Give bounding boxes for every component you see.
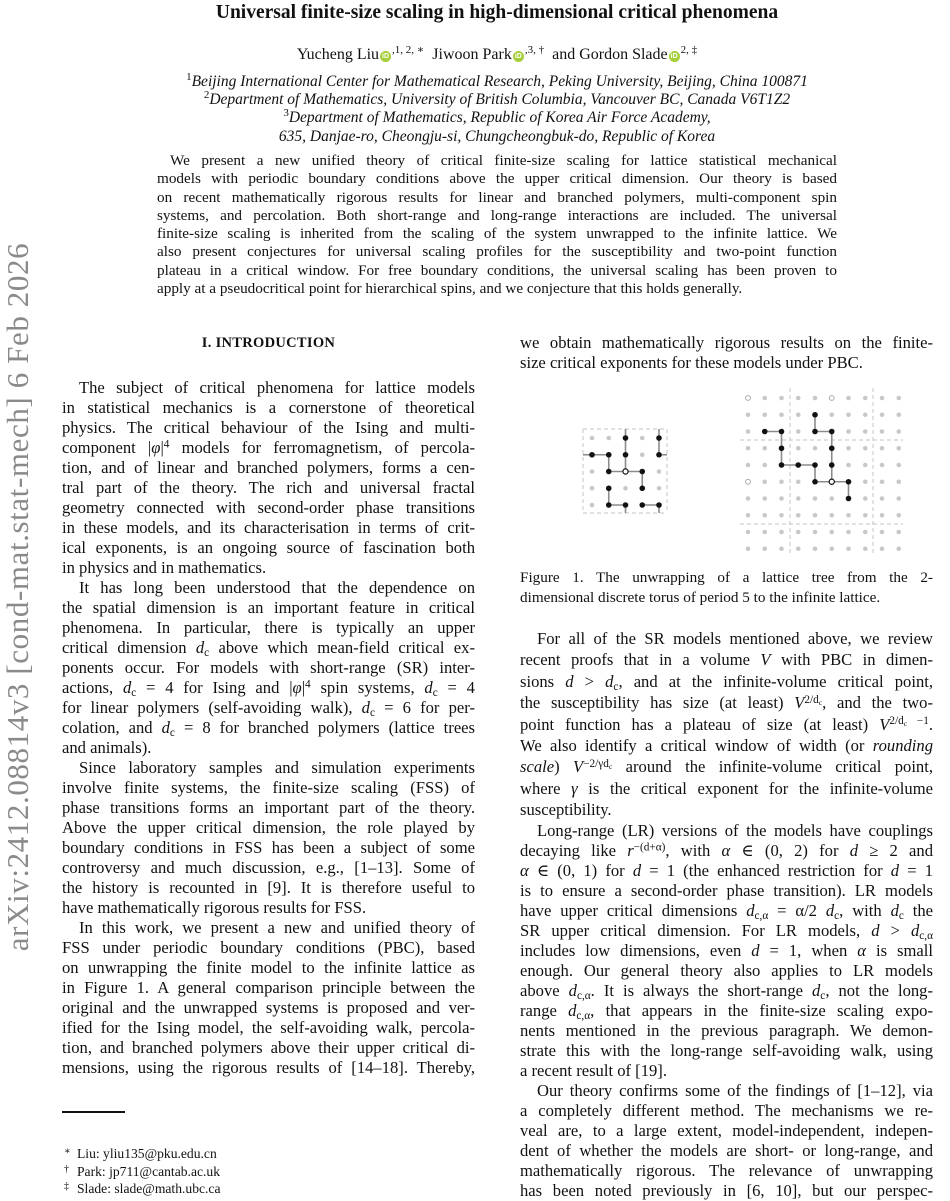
text-line: boundary conditions in FSS has been a subject of some (62, 838, 475, 857)
author-name: Gordon Slade (579, 46, 668, 63)
lattice-site (762, 412, 767, 417)
lattice-site (863, 446, 868, 451)
footnote-mark: ‡ (64, 1181, 69, 1192)
text-line: phenomena. In particular, there is typically an upper (62, 618, 475, 637)
text-line: We present a new unified theory of critical finite-size scaling for lattice statistical mechanical (170, 152, 837, 169)
text-line: point function has a plateau of size (at least) $V^{2/d_c -1}$. (520, 714, 933, 734)
text-line: systems, and percolation. Both short-range and long-range interactions are included. The universal (157, 206, 837, 224)
lattice-site (796, 530, 801, 535)
text-line: We also identify a critical window of width (or rounding (520, 735, 933, 755)
text-line: α ∈ (0, 1) for d = 1 (the enhanced restriction for d = 1 (520, 860, 934, 880)
tree-vertex (606, 502, 612, 508)
text-line: dent of whether the models are short- or long-range, and (520, 1140, 933, 1160)
lattice-site (896, 513, 901, 518)
text-line: the spatial dimension is an important feature in critical (62, 598, 475, 617)
text-line: in Figure 1. A general comparison principle between the (62, 978, 475, 997)
tree-vertex (656, 502, 662, 508)
affiliation-number: 3 (283, 107, 289, 120)
footnote-mark: † (64, 1163, 69, 1175)
text-line: Since laboratory samples and simulation experiments (79, 758, 475, 777)
lattice-site (779, 530, 784, 535)
lattice-site (590, 486, 595, 491)
lattice-site (880, 496, 885, 501)
figure-caption (520, 568, 933, 608)
text-line: the susceptibility has size (at least) $V^{2/d_c}$, and the two- (520, 693, 933, 713)
text-line: range $d_{c,\alpha}$, that appears in the finite-size scaling expo- (520, 1000, 933, 1022)
text-line: a completely different method. The mechanisms we re- (520, 1100, 933, 1120)
caption-line: Figure 1. The unwrapping of a lattice tree from the 2- (520, 569, 933, 586)
lattice-site (829, 496, 834, 501)
lattice-site (880, 396, 885, 401)
affiliation-text: Department of Mathematics, University of British Columbia, Vancouver BC, Canada V6T1Z2 (209, 91, 791, 109)
text-line: enough. Our general theory also applies to LR models (520, 960, 933, 980)
affiliation (0, 123, 950, 145)
text-line: includes low dimensions, even d = 1, when α is small (520, 940, 933, 960)
text-line: has been noted previously in [6, 10], but our perspec- (520, 1180, 933, 1200)
lattice-site (746, 446, 751, 451)
lattice-site (746, 530, 751, 535)
text-line: size critical exponents for these models under PBC. (520, 353, 863, 372)
lattice-site (779, 479, 784, 484)
lattice-site (813, 530, 818, 535)
tree-vertex (623, 502, 629, 508)
affiliation-number: 2 (203, 89, 210, 102)
lattice-site (746, 513, 751, 518)
lattice-site (746, 429, 751, 434)
text-line: physics. The critical behaviour of the Ising and multi- (62, 418, 475, 437)
text-line: For all of the SR models mentioned above, we review (537, 629, 933, 648)
text-line: scale) $V^{-2/\gamma d_c}$ around the infinite-volume critical point, (520, 757, 933, 777)
lattice-site (896, 496, 901, 501)
text-line: component $|\varphi|^4$ models for ferromagnetism, of percola- (62, 438, 476, 457)
text-line: finite-size scaling is inherited from the scaling of the system unwrapped to the infinite lattice. We (157, 225, 837, 243)
paragraph (520, 821, 933, 1081)
text-line: tral part of the theory. The rich and universal fractal (62, 478, 475, 497)
author-name: Jiwoon Park (432, 46, 512, 63)
text-line: FSS under periodic boundary conditions (PBC), based (62, 938, 475, 957)
lattice-site (896, 546, 901, 551)
text-line: strate this with the long-range self-avoiding walk, using (520, 1040, 933, 1060)
lattice-site (796, 479, 801, 484)
tree-vertex (779, 429, 785, 435)
text-line: the history is recounted in [9]. It is therefore useful to (62, 878, 475, 897)
lattice-site (863, 496, 868, 501)
text-line: The subject of critical phenomena for lattice models (79, 378, 475, 397)
text-line: actions, $d_c = 4$ for Ising and $|\varphi|^4$ spin systems, $d_c = 4$ (62, 678, 475, 699)
text-line: In this work, we present a new and unified theory of (79, 918, 475, 937)
text-line: plateau in a critical window. For free boundary conditions, the universal scaling has been proven to (157, 261, 837, 279)
lattice-site (762, 546, 767, 551)
text-line: critical dimension $d_c$ above which mean-field critical ex- (62, 638, 475, 659)
tree-vertex (846, 496, 852, 502)
lattice-site (863, 513, 868, 518)
lattice-site (590, 436, 595, 441)
affiliations (0, 68, 950, 145)
lattice-site (796, 446, 801, 451)
text-line: veal are, to a large extent, model-independent, indepen- (520, 1120, 933, 1140)
tree-vertex (656, 435, 662, 441)
figure-1-lattice-tree-unwrapping (570, 380, 930, 560)
lattice-site (896, 446, 901, 451)
lattice-site (746, 496, 751, 501)
lattice-site (896, 479, 901, 484)
affiliation-number: 1 (186, 71, 192, 83)
text-line: in statistical mechanics is a cornerstone of theoretical (62, 398, 475, 417)
text-line: models with periodic boundary conditions above the upper critical dimension. Our theory is based (157, 170, 837, 188)
tree-vertex (656, 452, 662, 458)
text-line: tion, and branched polymers above their upper critical di- (62, 1038, 475, 1057)
tree-vertex (829, 462, 835, 468)
text-line: Our theory confirms some of the findings of [1–12], via (537, 1080, 933, 1100)
text-line: SR upper critical dimension. For LR models, $d > d_{c,\alpha}$ (520, 920, 933, 942)
author-affiliation-marks: ,3, † (524, 44, 545, 56)
author-affiliation-marks: 2, ‡ (680, 44, 698, 56)
lattice-site (880, 479, 885, 484)
lattice-site (762, 496, 767, 501)
text-line: original and the unwrapped systems is proposed and ver- (62, 998, 475, 1017)
text-line: also present conjectures for universal scaling profiles for the susceptibility and two-point function (157, 243, 837, 261)
text-line: involve finite systems, the finite-size scaling (FSS) of (62, 778, 475, 797)
lattice-site (813, 446, 818, 451)
tree-vertex (812, 412, 818, 418)
author-name: Yucheng Liu (296, 46, 380, 63)
lattice-site (779, 513, 784, 518)
orcid-icon[interactable]: iD (670, 53, 678, 60)
tree-vertex (639, 485, 645, 491)
tree-vertex (812, 429, 818, 435)
tree-vertex (795, 462, 801, 468)
lattice-site (846, 513, 851, 518)
lattice-site (796, 546, 801, 551)
paragraph (62, 578, 475, 758)
lattice-site (762, 530, 767, 535)
lattice-site (863, 396, 868, 401)
footnote (64, 1143, 221, 1161)
paragraph (520, 333, 933, 373)
orcid-icon[interactable]: iD (514, 53, 522, 60)
text-line: It has long been understood that the dependence on (79, 578, 475, 597)
tree-vertex (779, 462, 785, 468)
text-line: on unwrapping the finite model to the infinite lattice as (62, 958, 475, 977)
right-column-continuation (520, 333, 933, 373)
text-line: decaying like $r^{-(d+\alpha)}$, with α ∈ (0, 2) for d ≥ 2 and (520, 840, 933, 860)
affiliation (0, 104, 950, 127)
lattice-site (796, 513, 801, 518)
text-line: in these models, and its characterisation in terms of crit- (62, 518, 475, 537)
text-line: colation, and $d_c = 8$ for branched polymers (lattice trees (62, 718, 476, 739)
lattice-site (896, 530, 901, 535)
lattice-site (846, 429, 851, 434)
tree-vertex (639, 469, 645, 475)
text-line: where γ is the critical exponent for the infinite-volume (520, 778, 933, 798)
orcid-icon[interactable]: iD (382, 53, 390, 60)
affiliation-text: Department of Mathematics, Republic of Korea Air Force Academy, (288, 109, 711, 127)
lattice-site (762, 446, 767, 451)
paragraph (520, 1081, 933, 1201)
lattice-site (896, 396, 901, 401)
arxiv-identifier-sidebar: arXiv:2412.08814v3 [cond-mat.stat-mech] 6 Feb 2026 (0, 242, 35, 952)
author-joiner: and (552, 46, 576, 63)
lattice-site (863, 429, 868, 434)
footnote-rule (62, 1111, 125, 1113)
text-line: and animals). (62, 738, 152, 757)
lattice-site (863, 479, 868, 484)
lattice-site (813, 396, 818, 401)
text-line: ified for the Ising model, the self-avoiding walk, percola- (62, 1018, 475, 1037)
footnote-mark: ∗ (64, 1146, 71, 1157)
text-line: for linear polymers (self-avoiding walk), $d_c = 6$ for per- (62, 698, 475, 719)
text-line: have upper critical dimensions $d_{c,\alpha} = \alpha/2$ $d_c$, with $d_c$ the (520, 900, 934, 922)
paragraph (157, 152, 837, 298)
lattice-site (880, 546, 885, 551)
lattice-site (779, 396, 784, 401)
lattice-site (762, 396, 767, 401)
text-line: we obtain mathematically rigorous results on the finite- (520, 333, 933, 352)
lattice-site (813, 513, 818, 518)
caption-line: dimensional discrete torus of period 5 to the infinite lattice. (520, 589, 881, 606)
text-line: susceptibility. (520, 800, 612, 820)
paragraph (62, 378, 475, 578)
lattice-site (796, 429, 801, 434)
footnote (64, 1161, 221, 1179)
lattice-site (746, 546, 751, 551)
lattice-site (762, 479, 767, 484)
text-line: a recent result of [19]. (520, 1060, 667, 1080)
text-line: sions $d > d_c$, and at the infinite-volume critical point, (520, 671, 934, 693)
lattice-site (863, 463, 868, 468)
text-line: ponents occur. For models with short-range (SR) inter- (62, 658, 475, 677)
right-column-body (520, 628, 933, 1201)
tree-vertex (846, 479, 852, 485)
lattice-site (606, 436, 611, 441)
tree-vertex (829, 445, 835, 451)
lattice-site (846, 446, 851, 451)
text-line: mensions, using the rigorous results of [14–18]. Thereby, (62, 1058, 475, 1077)
lattice-site (846, 530, 851, 535)
text-line: apply at a pseudocritical point for hierarchical spins, and we conjecture that this holds generally. (157, 280, 743, 298)
lattice-site (880, 412, 885, 417)
text-line: mathematically rigorous. The relevance of unwrapping (520, 1160, 933, 1180)
lattice-site (640, 436, 645, 441)
section-heading: I. INTRODUCTION (201, 335, 336, 351)
lattice-site (779, 412, 784, 417)
lattice-site (829, 513, 834, 518)
lattice-site (846, 412, 851, 417)
lattice-site (796, 496, 801, 501)
origin-copy-vertex (829, 396, 834, 401)
text-line: above $d_{c,\alpha}$. It is always the short-range $d_c$, not the long- (520, 980, 933, 1002)
author-list (0, 39, 950, 66)
tree-vertex (606, 469, 612, 475)
footnote-text: Park: jp711@cantab.ac.uk (77, 1163, 220, 1179)
affiliation-text: 635, Danjae-ro, Cheongju-si, Chungcheongbuk-do, Republic of Korea (278, 127, 716, 145)
text-line: on recent mathematically rigorous results for linear and branched polymers, multi-component spin (157, 188, 837, 206)
paragraph (520, 628, 933, 821)
tree-vertex (606, 452, 612, 458)
lattice-site (829, 412, 834, 417)
lattice-site (640, 452, 645, 457)
lattice-site (746, 412, 751, 417)
tree-vertex (812, 479, 818, 485)
author-affiliation-marks: ,1, 2, ∗ (392, 44, 425, 56)
text-line: is to ensure a second-order phase transition). LR models (520, 880, 933, 900)
lattice-site (657, 469, 662, 474)
lattice-site (880, 446, 885, 451)
tree-vertex (812, 462, 818, 468)
text-line: Above the upper critical dimension, the role played by (62, 818, 475, 837)
text-line: controversy and much discussion, e.g., [1–13]. Some of (62, 858, 475, 877)
lattice-site (896, 463, 901, 468)
lattice-site (880, 530, 885, 535)
tree-vertex (639, 502, 645, 508)
lattice-site (762, 463, 767, 468)
text-line: have mathematically rigorous results for FSS. (62, 898, 367, 917)
text-line: phase transitions forms an important part of the theory. (62, 798, 475, 817)
lattice-site (863, 412, 868, 417)
lattice-site (779, 546, 784, 551)
lattice-site (813, 546, 818, 551)
origin-vertex (623, 469, 628, 474)
tree-vertex (779, 445, 785, 451)
lattice-site (829, 530, 834, 535)
abstract (157, 152, 837, 298)
left-column-body (62, 378, 475, 1078)
origin-vertex (829, 479, 834, 484)
affiliation-text: Beijing International Center for Mathematical Research, Peking University, Beijing, China 100871 (191, 73, 808, 90)
lattice-site (880, 513, 885, 518)
lattice-site (896, 429, 901, 434)
origin-copy-vertex (746, 479, 751, 484)
affiliation (0, 68, 950, 90)
lattice-site (779, 496, 784, 501)
lattice-site (590, 469, 595, 474)
tree-vertex (589, 452, 595, 458)
text-line: in physics and in mathematics. (62, 558, 267, 577)
paper-title: Universal finite-size scaling in high-dimensional critical phenomena (215, 2, 779, 23)
paragraph (62, 918, 475, 1078)
lattice-site (863, 546, 868, 551)
lattice-site (829, 546, 834, 551)
lattice-site (796, 412, 801, 417)
text-line: geometry connected with second-order phase transitions (62, 498, 475, 517)
lattice-site (657, 486, 662, 491)
lattice-site (896, 412, 901, 417)
lattice-site (623, 486, 628, 491)
tree-vertex (606, 485, 612, 491)
lattice-site (880, 429, 885, 434)
lattice-site (746, 463, 751, 468)
lattice-site (846, 546, 851, 551)
text-line: recent proofs that in a volume V with PBC in dimen- (520, 650, 933, 670)
text-line: ical exponents, is an ongoing source of fascination both (62, 538, 475, 557)
origin-copy-vertex (746, 396, 751, 401)
footnote-text: Liu: yliu135@pku.edu.cn (77, 1146, 217, 1161)
lattice-site (796, 396, 801, 401)
lattice-site (590, 503, 595, 508)
text-line: Long-range (LR) versions of the models have couplings (537, 820, 933, 840)
text-line: nents mentioned in the previous paragraph. We demon- (520, 1020, 933, 1040)
footnote-text: Slade: slade@math.ubc.ca (77, 1181, 221, 1196)
lattice-site (880, 463, 885, 468)
text-line: tion, and of linear and branched polymers, forms a cen- (62, 458, 475, 477)
tree-vertex (829, 429, 835, 435)
lattice-site (863, 530, 868, 535)
paragraph (62, 758, 475, 918)
footnote (64, 1178, 221, 1196)
tree-vertex (623, 452, 629, 458)
footnotes (64, 1143, 221, 1196)
tree-vertex (762, 429, 768, 435)
lattice-site (846, 463, 851, 468)
lattice-site (762, 513, 767, 518)
lattice-site (846, 396, 851, 401)
lattice-site (813, 496, 818, 501)
tree-vertex (623, 435, 629, 441)
